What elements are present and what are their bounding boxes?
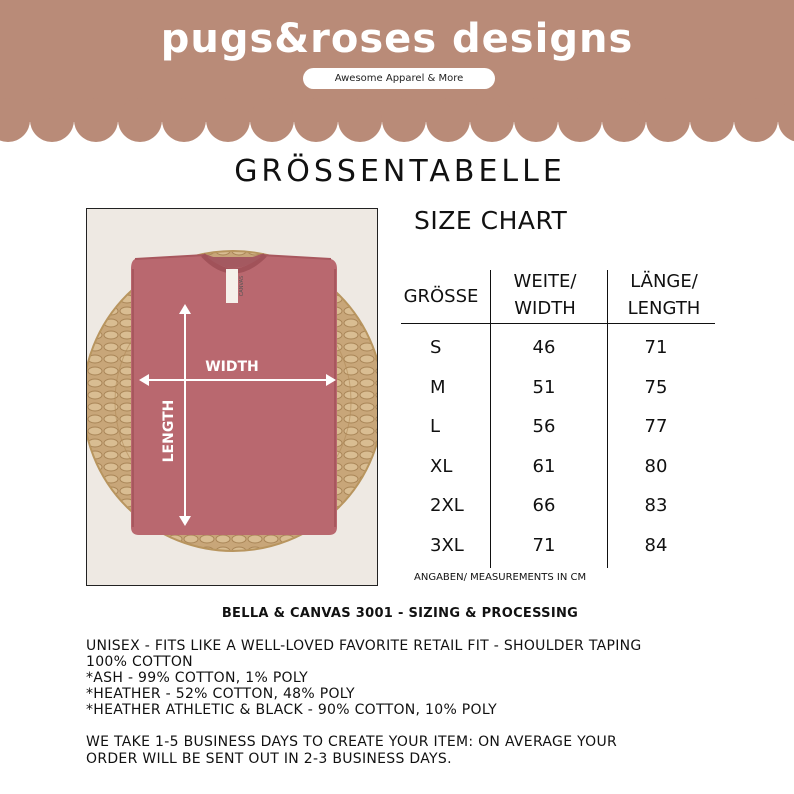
product-photo [86,208,378,586]
column-divider [490,270,491,568]
length-cell: 71 [644,337,668,358]
column-divider [607,270,608,568]
page-title: GRÖSSENTABELLE [234,154,566,189]
size-cell: L [430,416,441,438]
width-cell: 46 [532,337,556,358]
measurement-note: ANGABEN/ MEASUREMENTS IN CM [414,572,587,583]
processing-info [86,734,726,768]
brand-header [0,0,794,150]
brand-logo: pugs&roses designs [160,16,634,62]
width-label: WIDTH [205,359,259,375]
processing-line: ORDER WILL BE SENT OUT IN 2-3 BUSINESS DAYS. [86,751,452,767]
shirt-tag [226,269,238,303]
brand-tagline: Awesome Apparel & More [303,68,495,89]
width-cell: 71 [532,535,556,556]
size-cell: 2XL [430,495,464,517]
col-header-width: WEITE/ WIDTH [513,271,577,319]
detail-line: *HEATHER - 52% COTTON, 48% POLY [86,686,355,702]
col-header-length: LÄNGE/ LENGTH [627,271,701,319]
width-cell: 56 [532,416,556,438]
size-cell: M [430,376,446,398]
length-cell: 84 [644,535,668,556]
width-cell: 66 [532,495,556,517]
length-cell: 77 [644,416,668,438]
svg-text:CANVAS: CANVAS [239,275,245,297]
processing-line: WE TAKE 1-5 BUSINESS DAYS TO CREATE YOUR ITEM: ON AVERAGE YOUR [86,734,618,750]
header-divider [401,323,715,324]
length-cell: 80 [644,455,668,477]
detail-line: UNISEX - FITS LIKE A WELL-LOVED FAVORITE RETAIL FIT - SHOULDER TAPING [86,638,642,654]
folded-tshirt [131,255,337,535]
length-cell: 75 [644,376,668,398]
length-label: LENGTH [161,399,177,463]
detail-line: *ASH - 99% COTTON, 1% POLY [86,670,308,686]
width-cell: 51 [532,376,556,398]
size-chart-title: SIZE CHART [414,206,568,235]
detail-line: *HEATHER ATHLETIC & BLACK - 90% COTTON, 10% POLY [86,702,497,718]
length-cell: 83 [644,495,668,517]
col-header-size: GRÖSSE [403,286,479,307]
size-cell: XL [430,455,453,477]
product-title: BELLA & CANVAS 3001 - SIZING & PROCESSING [221,606,579,621]
size-cell: S [430,337,442,358]
product-details [86,638,726,718]
width-cell: 61 [532,455,556,477]
size-cell: 3XL [430,535,464,556]
detail-line: 100% COTTON [86,654,193,670]
